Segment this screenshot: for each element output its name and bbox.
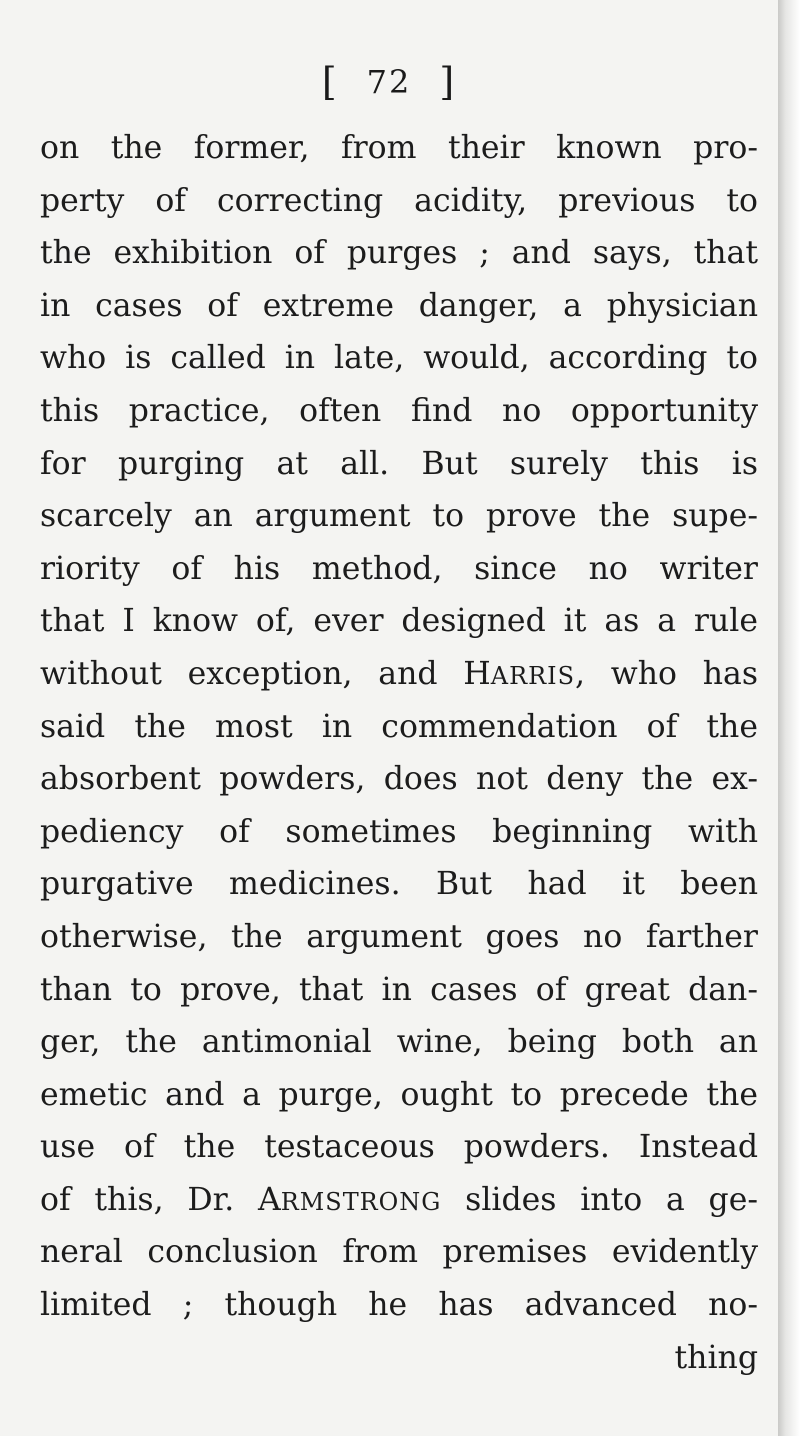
text-line: otherwise, the argument goes no farther	[40, 918, 758, 955]
line-text: , who has	[574, 655, 758, 692]
text-line: absorbent powders, does not deny the ex-	[40, 761, 758, 798]
text-line: than to prove, that in cases of great dan-	[40, 971, 758, 1008]
line-text: of this, Dr.	[40, 1181, 259, 1218]
name-small-caps: ARRIS	[490, 661, 575, 690]
text-line: use of the testaceous powders. Instead	[40, 1129, 758, 1166]
text-line: perty of correcting acidity, previous to	[40, 182, 758, 219]
catchword: thing	[674, 1339, 758, 1376]
right-bracket: ]	[439, 60, 457, 104]
author-name-harris	[463, 656, 575, 692]
text-line: said the most in commendation of the	[40, 708, 758, 745]
text-line-armstrong	[40, 1174, 758, 1227]
page-number: 72	[366, 63, 412, 101]
text-line: neral conclusion from premises evidently	[40, 1234, 758, 1271]
text-line: riority of his method, since no writer	[40, 550, 758, 587]
author-name-armstrong	[258, 1182, 441, 1218]
page-header	[0, 60, 778, 104]
line-text: without exception, and	[40, 655, 464, 692]
body-text	[40, 122, 758, 1384]
text-line: the exhibition of purges ; and says, that	[40, 235, 758, 272]
page-spine-edge	[778, 0, 800, 1436]
text-line: emetic and a purge, ought to precede the	[40, 1076, 758, 1113]
text-line: scarcely an argument to prove the supe-	[40, 498, 758, 535]
left-bracket: [	[321, 60, 339, 104]
text-line-harris	[40, 648, 758, 701]
text-line: this practice, often find no opportunity	[40, 392, 758, 429]
text-line: that I know of, ever designed it as a rule	[40, 603, 758, 640]
name-initial: A	[258, 1181, 281, 1218]
text-line: purgative medicines. But had it been	[40, 866, 758, 903]
name-initial: H	[463, 655, 491, 692]
text-line: for purging at all. But surely this is	[40, 445, 758, 482]
name-small-caps: RMSTRONG	[280, 1187, 442, 1216]
text-line: ger, the antimonial wine, being both an	[40, 1024, 758, 1061]
text-line: in cases of extreme danger, a physician	[40, 287, 758, 324]
line-text: slides into a ge-	[441, 1181, 758, 1218]
text-line: who is called in late, would, according to	[40, 340, 758, 377]
text-line: limited ; though he has advanced no-	[40, 1287, 758, 1324]
text-line: pediency of sometimes beginning with	[40, 813, 758, 850]
text-line: on the former, from their known pro-	[40, 130, 758, 166]
